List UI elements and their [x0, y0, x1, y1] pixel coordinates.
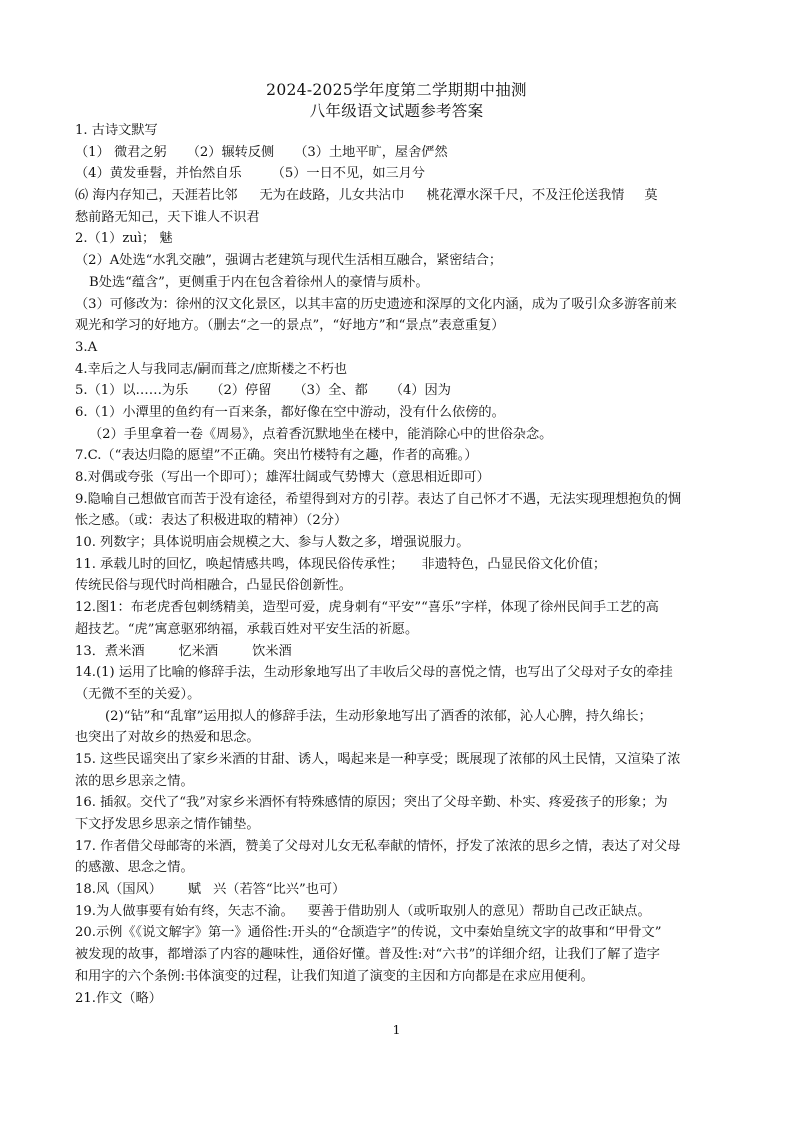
q18-item-2: 赋	[187, 882, 202, 898]
q19-answer	[75, 901, 725, 923]
q9-line-1: 9.隐喻自己想做官而苦于没有途径，希望得到对方的引荐。表达了自己怀才不遇，无法实现理想抱负的惆	[75, 491, 682, 507]
q2-line-4: （3）可修改为：徐州的汉文化景区，以其丰富的历史遗迹和深厚的文化内涵，成为了吸引众多游客前来	[75, 296, 677, 312]
q3-answer: 3.A	[75, 339, 98, 355]
q13-item-1: 13．煮米酒	[75, 643, 145, 659]
q21-answer: 21.作文（略）	[75, 990, 162, 1006]
q1-item-1: （1） 微君之躬	[75, 144, 167, 160]
q13-answer	[75, 641, 725, 663]
q14-line-1: 14.(1) 运用了比喻的修辞手法，生动形象地写出了丰收后父母的喜悦之情，也写出了父母对子女的牵挂	[75, 665, 673, 681]
document-subtitle: 八年级语文试题参考答案	[309, 102, 484, 120]
q1-heading: 1. 古诗文默写	[75, 123, 158, 138]
q18-item-1: 18.风（国风）	[75, 882, 162, 898]
q5-item-1: 5.（1）以……为乐	[75, 383, 189, 399]
q15-line-1: 15. 这些民谣突出了家乡米酒的甘甜、诱人，喝起来是一种享受；既展现了浓郁的风土民情，又渲染了浓	[75, 751, 681, 767]
q11-part-1: 11. 承载儿时的回忆，唤起情感共鸣，体现民俗传承性；	[75, 556, 404, 572]
q7-answer: 7.C.（“表达归隐的愿望”不正确。突出竹楼特有之趣，作者的高雅。）	[75, 448, 478, 464]
q1-item-6a: ⑹ 海内存知己，天涯若比邻	[75, 188, 238, 204]
q16-line-1: 16. 插叙。交代了“我”对家乡米酒怀有特殊感情的原因；突出了父母辛勤、朴实、疼爱孩子的形象；为	[75, 795, 668, 811]
q18-answer	[75, 879, 725, 901]
q1-row-2	[75, 163, 725, 185]
q1-item-6d: 莫	[644, 188, 658, 204]
q20-line-3: 和用字的六个条例:书体演变的过程，让我们知道了演变的主因和方向都是在求应用便利。	[75, 968, 594, 984]
q11-line-2: 传统民俗与现代时尚相融合，凸显民俗创新性。	[75, 578, 352, 594]
q1-row-1	[75, 142, 725, 164]
q18-item-3: 兴（若答“比兴”也可）	[213, 882, 346, 898]
answer-body	[75, 120, 725, 1009]
q12-line-1: 12.图1：布老虎香包刺绣精美，造型可爱，虎身刺有“平安”“喜乐”字样，体现了徐州民间手工艺的高	[75, 600, 659, 616]
q20-line-2: 被发现的故事，都增添了内容的趣味性，通俗好懂。普及性:对“六书”的详细介绍，让我们了解了造字	[75, 947, 660, 963]
q1-item-6c: 桃花潭水深千尺，不及汪伦送我情	[426, 188, 625, 204]
q1-item-3: （3）土地平旷，屋舍俨然	[294, 144, 448, 160]
q2-line-1: 2.（1）zuì； 魅	[75, 231, 173, 247]
q5-item-3: （3）全、都	[293, 383, 368, 399]
q13-item-2: 忆米酒	[178, 643, 219, 659]
q9-line-2: 怅之感。（或：表达了积极进取的精神）（2分）	[75, 513, 348, 529]
q4-answer: 4.幸后之人与我同志/嗣而葺之/庶斯楼之不朽也	[75, 361, 348, 377]
q1-row-4: 愁前路无知己，天下谁人不识君	[75, 209, 260, 225]
q14-line-4: 也突出了对故乡的热爱和思念。	[75, 730, 260, 746]
q5-item-2: （2）停留	[210, 383, 272, 399]
q12-line-2: 超技艺。“虎”寓意驱邪纳福，承载百姓对平安生活的祈愿。	[75, 621, 419, 637]
q17-line-2: 的感激、思念之情。	[75, 860, 194, 876]
q2-line-5: 观光和学习的好地方。（删去“之一的景点”，“好地方”和“景点”表意重复）	[75, 318, 505, 334]
q11-part-2: 非遗特色，凸显民俗文化价值；	[421, 556, 607, 572]
q1-item-6b: 无为在歧路，儿女共沾巾	[259, 188, 405, 204]
q6-line-1: 6.（1）小潭里的鱼约有一百来条，都好像在空中游动，没有什么依傍的。	[75, 404, 505, 420]
document-title: 2024-2025学年度第二学期期中抽测	[266, 81, 527, 99]
q8-answer: 8.对偶或夸张（写出一个即可）；雄浑壮阔或气势博大（意思相近即可）	[75, 470, 490, 485]
q1-item-5: （5）一日不见，如三月兮	[271, 166, 426, 182]
q10-answer: 10. 列数字；具体说明庙会规模之大、参与人数之多，增强说服力。	[75, 535, 470, 551]
q6-line-2: （2）手里拿着一卷《周易》，点着香沉默地坐在楼中，能消除心中的世俗杂念。	[89, 426, 553, 442]
q19-part-2: 要善于借助别人（或听取别人的意见）帮助自己改正缺点。	[307, 903, 651, 919]
q15-line-2: 浓的思乡思亲之情。	[75, 773, 194, 789]
q16-line-2: 下文抒发思乡思亲之情作铺垫。	[75, 817, 260, 832]
q2-line-3: B处选“蕴含”，更侧重于内在包含着徐州人的豪情与质朴。	[89, 274, 429, 290]
q5-item-4: （4）因为	[389, 383, 451, 399]
q17-line-1: 17. 作者借父母邮寄的米酒，赞美了父母对儿女无私奉献的情怀，抒发了浓浓的思乡之情，表达了对父母	[75, 838, 681, 854]
q5-answer	[75, 380, 725, 402]
q1-item-2: （2）辗转反侧	[186, 144, 275, 160]
q1-row-3	[75, 185, 725, 207]
page-number: 1	[392, 1022, 401, 1037]
q19-part-1: 19.为人做事要有始有终，矢志不渝。	[75, 903, 294, 919]
q20-line-1: 20.示例《《说文解字》第一》通俗性:开头的“仓颉造字”的传说，文中秦始皇统文字的故事和“甲骨文”	[75, 925, 662, 941]
q11-line-1	[75, 554, 725, 576]
q14-line-3: (2)“钻”和“乱窜”运用拟人的修辞手法，生动形象地写出了酒香的浓郁，沁人心脾，持久绵长；	[105, 708, 652, 724]
q14-line-2: （无微不至的关爱）。	[75, 686, 201, 702]
q13-item-3: 饮米酒	[252, 643, 292, 659]
q1-item-4: （4）黄发垂髫，并怡然自乐	[75, 166, 242, 182]
q2-line-2: （2）A处选“水乳交融”，强调古老建筑与现代生活相互融合，紧密结合；	[75, 253, 503, 269]
